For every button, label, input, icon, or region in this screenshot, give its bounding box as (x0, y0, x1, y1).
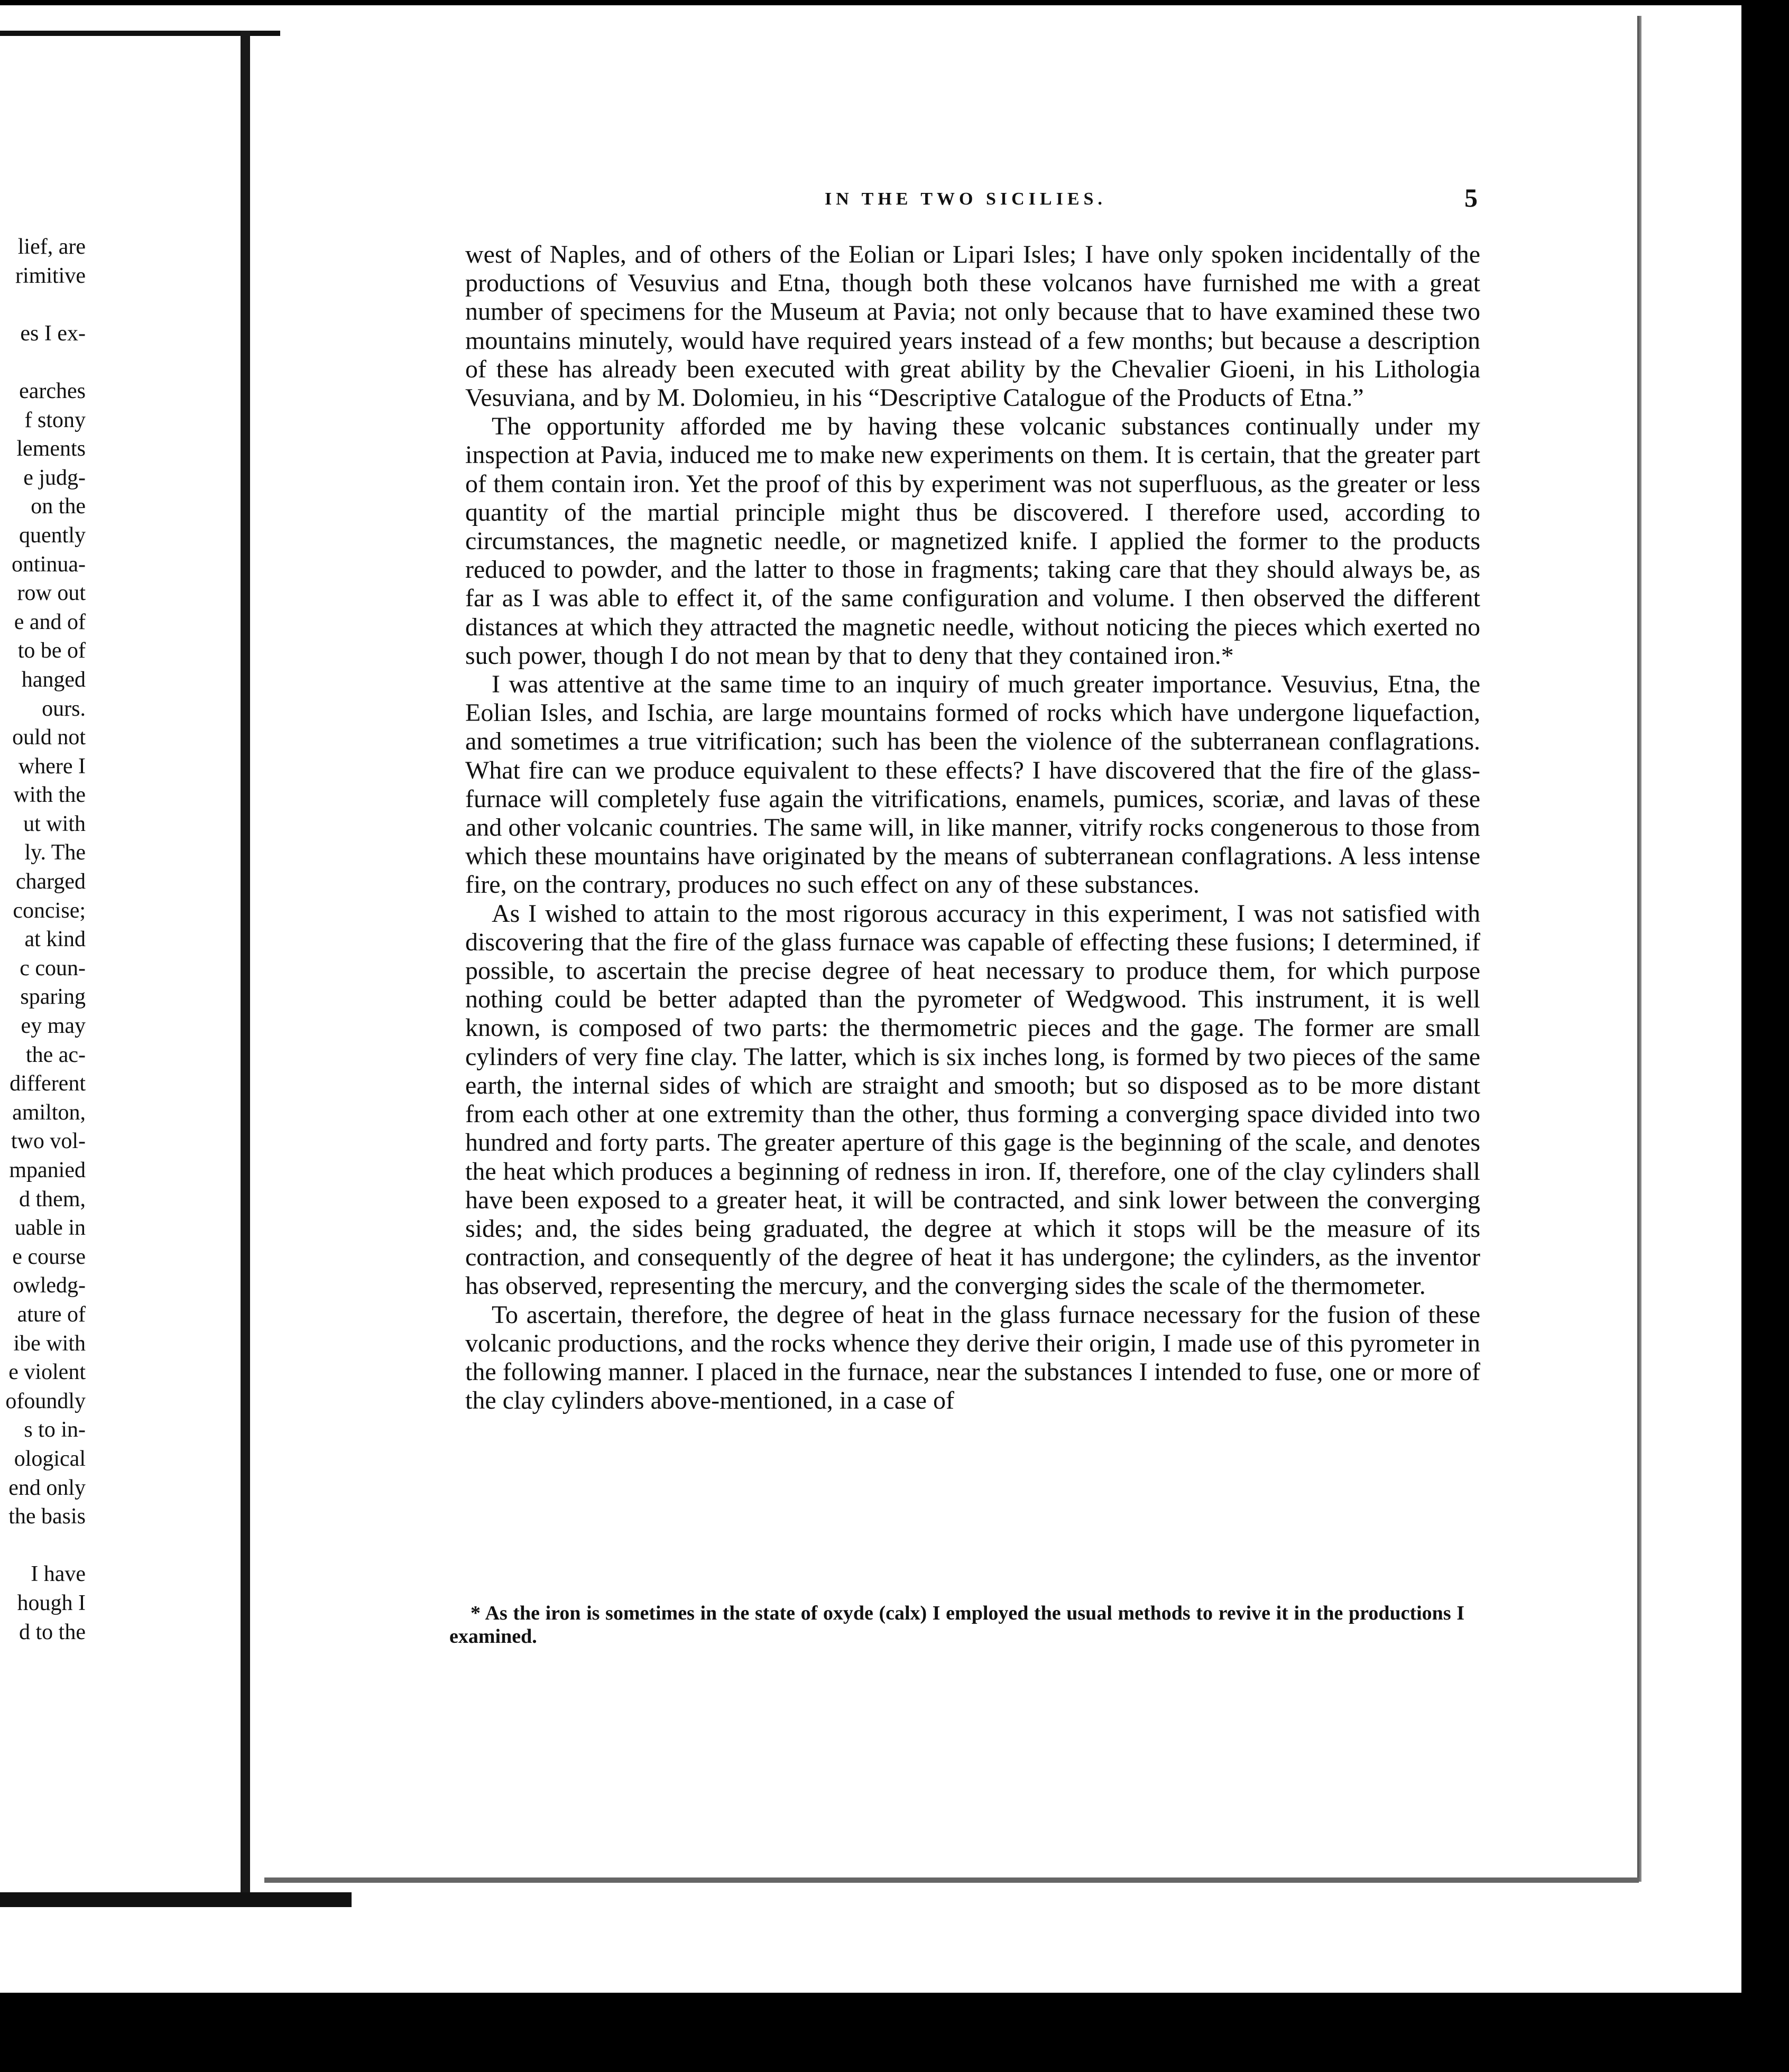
left-page-line: on the (31, 494, 86, 519)
left-page-line: s to in- (24, 1418, 86, 1442)
left-page-line: ibe with (13, 1331, 86, 1356)
paragraph: To ascertain, therefore, the degree of heat in the glass furnace necessary for the fusion of these volcanic productions, and the rocks whence they derive their origin, I made use of this pyrometer in the following manner. I placed in the furnace, near the substances I intended to fuse, one or more of the clay cylinders above-mentioned, in a case of (465, 1300, 1480, 1415)
left-page-top-rule (0, 31, 280, 36)
left-page-line: es I ex- (20, 321, 86, 346)
left-page-line: amilton, (12, 1100, 86, 1125)
left-page-line: at kind (24, 927, 86, 952)
left-page-line: to be of (17, 639, 86, 663)
left-page-line: hanged (21, 667, 86, 692)
scan-border-bottom (0, 1993, 1789, 2072)
paragraph: I was attentive at the same time to an inquiry of much greater importance. Vesuvius, Etna, the Eolian Isles, and Ischia, are large mountains formed of rocks which have undergone liquefaction, and sometimes a true vitrification; such has been the violence of the subterranean conflagrations. What fire can we produce equivalent to these effects? I have discovered that the fire of the glass-furnace will completely fuse again the vitrifications, enamels, pumices, scoriæ, and lavas of these and other volcanic countries. The same will, in like manner, vitrify rocks congenerous to those from which these mountains have originated by the means of subterranean conflagrations. A less intense fire, on the contrary, produces no such effect on any of these substances. (465, 670, 1480, 899)
left-page-line: ature of (17, 1302, 86, 1327)
page-right-edge (1637, 16, 1642, 1882)
left-page-line: rimitive (15, 263, 86, 288)
left-page-line: lief, are (17, 235, 86, 259)
left-page-line: end only (8, 1475, 86, 1500)
running-head: IN THE TWO SICILIES. (825, 189, 1106, 209)
page-number: 5 (1464, 183, 1478, 212)
left-page-line: with the (13, 783, 86, 808)
left-page-fragment (0, 233, 86, 1646)
left-page-line: quently (19, 523, 86, 548)
left-page-bottom-rule (0, 1892, 352, 1907)
left-page-line (0, 290, 86, 319)
left-page-line: e judg- (23, 465, 86, 490)
left-page-line: f stony (24, 408, 86, 432)
body-text (465, 240, 1480, 1415)
paragraph: The opportunity afforded me by having these volcanic substances continually under my inspection at Pavia, induced me to make new experiments on them. It is certain, that the greater part of them contain iron. Yet the proof of this by experiment was not superfluous, as the greater or less quantity of the martial principle might thus be discovered. I therefore used, according to circumstances, the magnetic needle, or magnetized knife. I applied the former to the products reduced to powder, and the latter to those in fragments; taking care that they should always be, as far as I was able to effect it, of the same configuration and volume. I then observed the different distances at which they attracted the magnetic needle, without noticing the pieces which exerted no such power, though I do not mean by that to deny that they contained iron.* (465, 412, 1480, 670)
scan-border-top (0, 0, 1789, 5)
left-page-line: hough I (17, 1590, 86, 1615)
left-page-line (0, 1531, 86, 1560)
left-page-line: ological (14, 1446, 86, 1471)
left-page-line: d to the (19, 1620, 86, 1644)
left-page-line: ut with (23, 811, 86, 836)
left-page-line: charged (15, 870, 86, 894)
left-page-line: e and of (14, 609, 86, 634)
left-page-line: earches (19, 378, 86, 403)
left-page-line (0, 348, 86, 377)
paragraph: west of Naples, and of others of the Eolian or Lipari Isles; I have only spoken incidentally of the productions of Vesuvius and Etna, though both these volcanos have furnished me with a great number of specimens for the Museum at Pavia; not only because that to have examined these two mountains minutely, would have required years instead of a few months; but because a description of these has already been executed with great ability by the Chevalier Gioeni, in his Lithologia Vesuviana, and by M. Dolomieu, in his “Descriptive Catalogue of the Products of Etna.” (465, 240, 1480, 412)
left-page-line: sparing (20, 985, 86, 1010)
left-page-line: ours. (42, 696, 86, 721)
left-page-line: c coun- (20, 956, 86, 980)
left-page-line: the ac- (25, 1042, 86, 1067)
left-page-line: ofoundly (5, 1389, 86, 1413)
page-bottom-edge (264, 1877, 1639, 1883)
left-page-line: the basis (8, 1504, 86, 1529)
left-page-line: ly. The (24, 840, 86, 865)
left-page-line: ontinua- (12, 552, 86, 577)
left-page-line: lements (16, 437, 86, 461)
paragraph: As I wished to attain to the most rigorous accuracy in this experiment, I was not satisfied with discovering that the fire of the glass furnace was capable of effecting these fusions; I determined, if possible, to ascertain the precise degree of heat necessary to produce them, for which purpose nothing could be better adapted than the pyrometer of Wedgwood. This instrument, it is well known, is composed of two parts: the thermometric pieces and the gage. The former are small cylinders of very fine clay. The latter, which is six inches long, is formed by two pieces of the same earth, the internal sides of which are straight and smooth; but so disposed as to be more distant from each other at one extremity than the other, thus forming a converging space divided into two hundred and forty parts. The greater aperture of this gage is the beginning of the scale, and denotes the heat which produces a beginning of redness in iron. If, therefore, one of the clay cylinders shall have been exposed to a greater heat, it will be contracted, and sink lower between the converging sides; and, the sides being graduated, the degree at which it stops will be the measure of its contraction, and consequently of the degree of heat it has undergone; the cylinders, as the inventor has observed, representing the mercury, and the converging sides the scale of the thermometer. (465, 899, 1480, 1300)
left-page-line: row out (17, 581, 86, 606)
left-page-line: different (10, 1071, 86, 1096)
left-page-line: e violent (8, 1360, 86, 1385)
scan-border-right (1741, 0, 1789, 2072)
left-page-line: where I (18, 754, 86, 779)
left-page-line: ould not (12, 725, 86, 750)
left-page-line: concise; (13, 898, 86, 923)
left-page-line: I have (31, 1562, 86, 1587)
left-page-line: owledg- (13, 1273, 86, 1298)
left-page-line: uable in (14, 1216, 86, 1241)
left-page-line: d them, (19, 1187, 86, 1211)
left-page-gutter (241, 31, 250, 1907)
left-page-line: mpanied (9, 1158, 86, 1182)
left-page-line: e course (12, 1244, 86, 1269)
footnote: * As the iron is sometimes in the state of oxyde (calx) I employed the usual methods to revive it in the productions I examined. (449, 1602, 1464, 1648)
left-page-line: ey may (21, 1014, 86, 1039)
left-page-line: two vol- (11, 1129, 86, 1154)
